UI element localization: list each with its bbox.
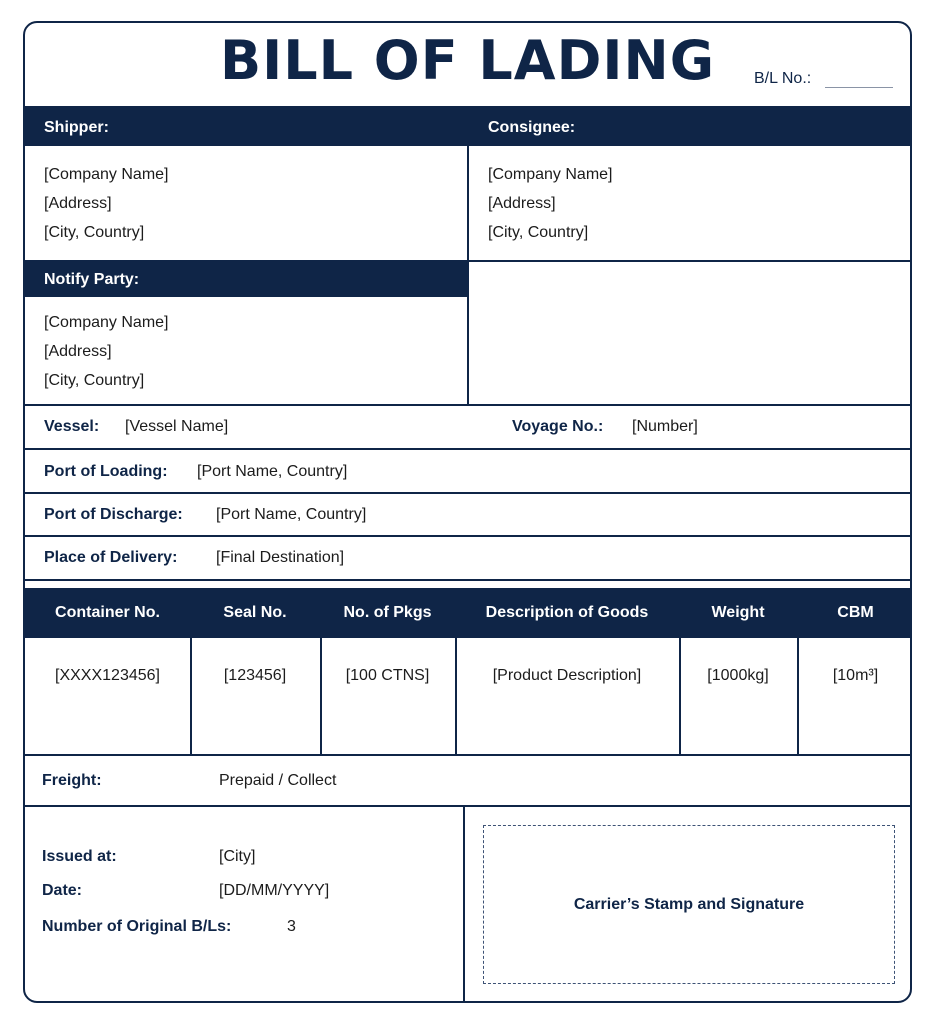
port-of-loading-value: [Port Name, Country]: [197, 463, 348, 480]
carrier-stamp-box[interactable]: [483, 825, 895, 984]
voyage-value: [Number]: [632, 418, 698, 435]
port-of-loading-label: Port of Loading:: [44, 463, 168, 480]
place-of-delivery-value: [Final Destination]: [216, 549, 345, 566]
shipper-company: [Company Name]: [44, 166, 169, 183]
divider: [25, 535, 910, 537]
shipper-city: [City, Country]: [44, 224, 145, 241]
port-of-discharge-label: Port of Discharge:: [44, 506, 183, 523]
issued-at-label: Issued at:: [42, 848, 117, 865]
divider: [25, 492, 910, 494]
shipper-address: [Address]: [44, 195, 112, 212]
place-of-delivery-label: Place of Delivery:: [44, 549, 178, 566]
shipper-address-block: [44, 160, 169, 247]
vessel-value: [Vessel Name]: [125, 418, 229, 435]
bl-number-label: B/L No.:: [754, 70, 812, 87]
port-of-discharge-value: [Port Name, Country]: [216, 506, 367, 523]
document-title: BILL OF LADING: [219, 29, 716, 92]
party-divider: [467, 106, 469, 405]
divider: [25, 448, 910, 450]
divider: [25, 805, 910, 807]
col-header-cbm: CBM: [837, 604, 874, 621]
voyage-label: Voyage No.:: [512, 418, 604, 435]
cell-cbm: [10m³]: [832, 667, 879, 684]
col-header-seal: Seal No.: [223, 604, 287, 621]
freight-value: Prepaid / Collect: [219, 772, 337, 789]
col-header-weight: Weight: [711, 604, 765, 621]
cell-seal-no: [123456]: [223, 667, 287, 684]
date-label: Date:: [42, 882, 83, 899]
consignee-address-block: [488, 160, 613, 247]
divider: [25, 579, 910, 581]
vessel-label: Vessel:: [44, 418, 100, 435]
notify-address-block: [44, 308, 169, 395]
bl-number-field[interactable]: [825, 87, 893, 88]
col-header-container: Container No.: [55, 604, 160, 621]
cell-container-no: [XXXX123456]: [55, 667, 160, 684]
originals-value: 3: [287, 918, 296, 935]
consignee-company: [Company Name]: [488, 166, 613, 183]
divider: [25, 404, 910, 406]
originals-label: Number of Original B/Ls:: [42, 918, 232, 935]
notify-city: [City, Country]: [44, 372, 145, 389]
notify-company: [Company Name]: [44, 314, 169, 331]
divider: [25, 754, 910, 756]
freight-label: Freight:: [42, 772, 102, 789]
bill-of-lading-document: [23, 21, 912, 1003]
cell-packages: [100 CTNS]: [345, 667, 430, 684]
col-header-packages: No. of Pkgs: [343, 604, 432, 621]
notify-address: [Address]: [44, 343, 112, 360]
footer-divider: [463, 805, 465, 1003]
date-value: [DD/MM/YYYY]: [219, 882, 330, 899]
cell-description: [Product Description]: [492, 667, 642, 684]
issued-at-value: [City]: [219, 848, 256, 865]
consignee-city: [City, Country]: [488, 224, 589, 241]
consignee-address: [Address]: [488, 195, 556, 212]
shipper-label: Shipper:: [44, 119, 109, 136]
carrier-stamp-label: Carrier’s Stamp and Signature: [573, 895, 805, 913]
consignee-label: Consignee:: [488, 119, 576, 136]
col-header-description: Description of Goods: [485, 604, 649, 621]
cell-weight: [1000kg]: [707, 667, 769, 684]
notify-party-label: Notify Party:: [44, 271, 140, 288]
